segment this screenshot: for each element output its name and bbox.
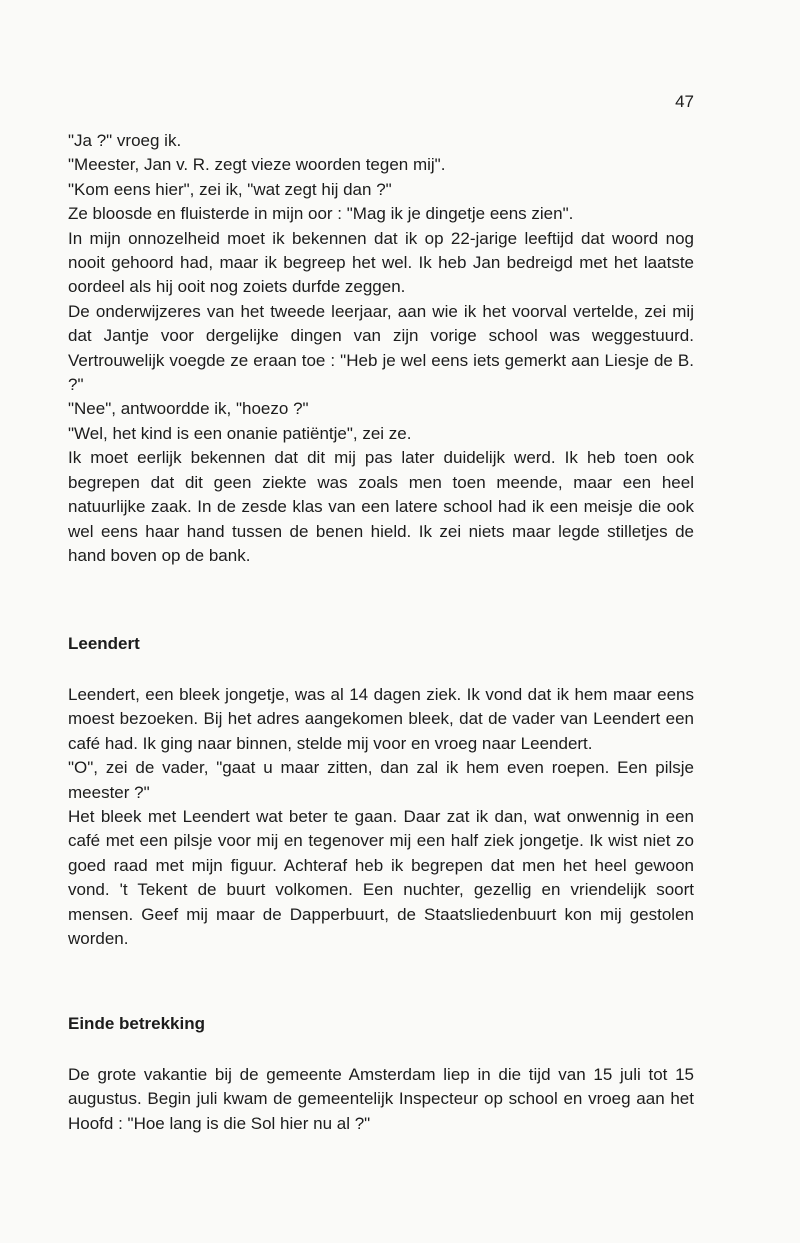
paragraph: "O", zei de vader, "gaat u maar zitten, dan zal ik hem even roepen. Een pilsje meester ?" <box>68 758 694 802</box>
section-heading-leendert: Leendert <box>68 634 140 653</box>
paragraph: "Nee", antwoordde ik, "hoezo ?" <box>68 399 309 419</box>
intro-text-block <box>68 129 694 568</box>
paragraph: In mijn onnozelheid moet ik bekennen dat ik op 22-jarige leeftijd dat woord nog nooit gehoord had, maar ik begreep het wel. Ik heb Jan bedreigd met het laatste oordeel als hij ooit nog zoiets durfde zeggen. <box>68 228 694 297</box>
section-heading-einde-betrekking: Einde betrekking <box>68 1014 205 1033</box>
leendert-text-block <box>68 683 694 951</box>
paragraph: Ze bloosde en fluisterde in mijn oor : "Mag ik je dingetje eens zien". <box>68 204 574 224</box>
paragraph: De onderwijzeres van het tweede leerjaar, aan wie ik het voorval vertelde, zei mij dat Jantje voor dergelijke dingen van zijn vorige school was weggestuurd. Vertrouwelijk voegde ze eraan toe : "Heb je wel eens iets gemerkt aan Liesje de B. ?" <box>68 301 694 395</box>
paragraph: "Meester, Jan v. R. zegt vieze woorden tegen mij". <box>68 155 446 175</box>
paragraph: "Wel, het kind is een onanie patiëntje", zei ze. <box>68 423 412 443</box>
paragraph: Ik moet eerlijk bekennen dat dit mij pas later duidelijk werd. Ik heb toen ook begrepen dat dit geen ziekte was zoals men toen meende, maar een heel natuurlijke zaak. In de zesde klas van een latere school had ik een meisje die ook wel eens haar hand tussen de benen hield. Ik zei niets maar legde stilletjes de hand boven op de bank. <box>68 448 694 565</box>
page-number: 47 <box>675 92 694 111</box>
einde-text-block <box>68 1063 694 1136</box>
paragraph: De grote vakantie bij de gemeente Amsterdam liep in die tijd van 15 juli tot 15 augustus. Begin juli kwam de gemeentelijk Inspecteur op school en vroeg aan het Hoofd : "Hoe lang is die Sol hier nu al ?" <box>68 1065 694 1133</box>
paragraph: "Kom eens hier", zei ik, "wat zegt hij dan ?" <box>68 179 392 199</box>
paragraph: Het bleek met Leendert wat beter te gaan. Daar zat ik dan, wat onwennig in een café met een pilsje voor mij en tegenover mij een half ziek jongetje. Ik wist niet zo goed raad met mijn figuur. Achteraf heb ik begrepen dat men het heel gewoon vond. 't Tekent de buurt volkomen. Een nuchter, gezellig en vriendelijk soort mensen. Geef mij maar de Dapperbuurt, de Staatsliedenbuurt kon mij gestolen worden. <box>68 807 694 949</box>
paragraph: Leendert, een bleek jongetje, was al 14 dagen ziek. Ik vond dat ik hem maar eens moest bezoeken. Bij het adres aangekomen bleek, dat de vader van Leendert een café had. Ik ging naar binnen, stelde mij voor en vroeg naar Leendert. <box>68 685 694 753</box>
paragraph: "Ja ?" vroeg ik. <box>68 131 182 150</box>
